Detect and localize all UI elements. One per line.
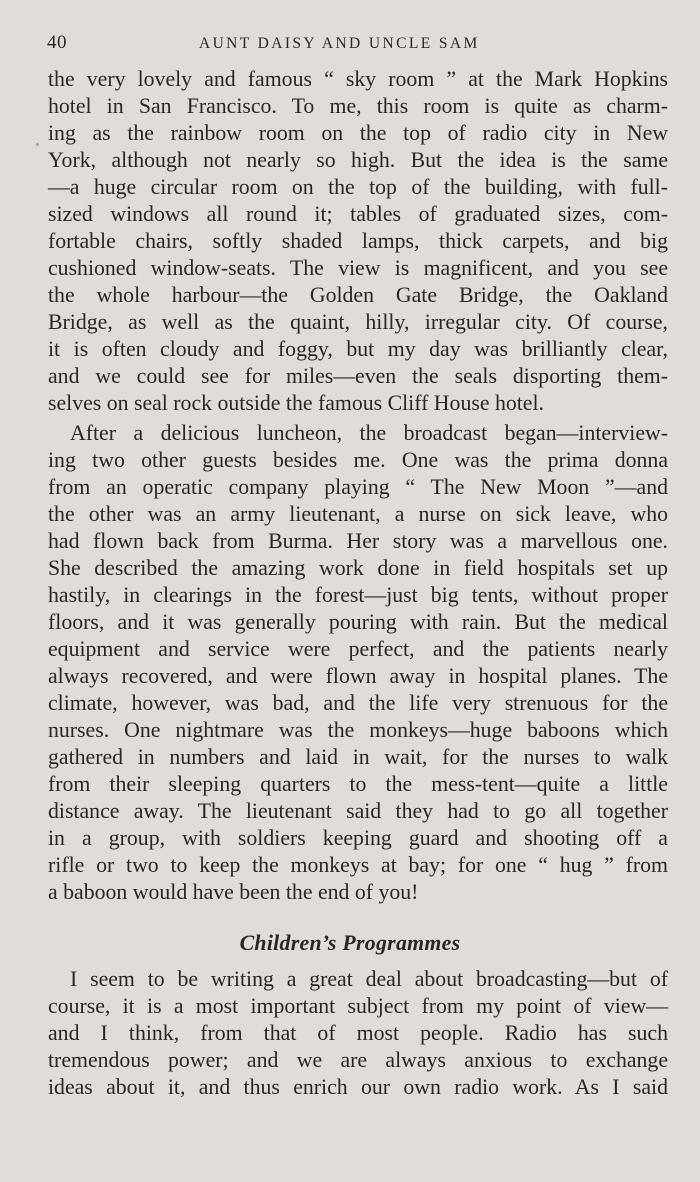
text-line: hotel in San Francisco. To me, this room is quite as charm- xyxy=(48,94,668,118)
text-line: After a delicious luncheon, the broadcast began—interview- xyxy=(70,421,668,445)
text-line: She described the amazing work done in field hospitals set up xyxy=(48,556,668,580)
text-line: fortable chairs, softly shaded lamps, thick carpets, and big xyxy=(48,229,668,253)
text-line: course, it is a most important subject from my point of view— xyxy=(48,994,668,1018)
text-line: I seem to be writing a great deal about broadcasting—but of xyxy=(70,967,668,991)
text-line: in a group, with soldiers keeping guard and shooting off a xyxy=(48,826,668,850)
text-line: the other was an army lieutenant, a nurse on sick leave, who xyxy=(48,502,668,526)
text-line: from their sleeping quarters to the mess-tent—quite a little xyxy=(48,772,668,796)
text-line: distance away. The lieutenant said they had to go all together xyxy=(48,799,668,823)
text-line: cushioned window-seats. The view is magnificent, and you see xyxy=(48,256,668,280)
text-line: it is often cloudy and foggy, but my day was brilliantly clear, xyxy=(48,337,668,361)
text-line: and I think, from that of most people. Radio has such xyxy=(48,1021,668,1045)
text-line: equipment and service were perfect, and the patients nearly xyxy=(48,637,668,661)
page-number: 40 xyxy=(47,32,67,53)
text-line: the very lovely and famous “ sky room ” at the Mark Hopkins xyxy=(48,67,668,91)
text-line: selves on seal rock outside the famous Cliff House hotel. xyxy=(48,391,544,415)
section-heading: Children’s Programmes xyxy=(239,931,461,955)
running-title: AUNT DAISY AND UNCLE SAM xyxy=(199,35,480,52)
text-line: floors, and it was generally pouring with rain. But the medical xyxy=(48,610,668,634)
paper-speck xyxy=(36,143,39,146)
text-line: and we could see for miles—even the seals disporting them- xyxy=(48,364,668,388)
running-header xyxy=(47,32,667,56)
text-line: hastily, in clearings in the forest—just big tents, without proper xyxy=(48,583,668,607)
text-line: ing as the rainbow room on the top of radio city in New xyxy=(48,121,668,145)
text-line: always recovered, and were flown away in hospital planes. The xyxy=(48,664,668,688)
text-line: ideas about it, and thus enrich our own radio work. As I said xyxy=(48,1075,668,1099)
text-line: gathered in numbers and laid in wait, for the nurses to walk xyxy=(48,745,668,769)
text-line: tremendous power; and we are always anxious to exchange xyxy=(48,1048,668,1072)
text-line: sized windows all round it; tables of graduated sizes, com- xyxy=(48,202,668,226)
text-line: had flown back from Burma. Her story was a marvellous one. xyxy=(48,529,668,553)
text-line: a baboon would have been the end of you! xyxy=(48,880,419,904)
text-line: Bridge, as well as the quaint, hilly, irregular city. Of course, xyxy=(48,310,668,334)
text-line: nurses. One nightmare was the monkeys—huge baboons which xyxy=(48,718,668,742)
text-line: rifle or two to keep the monkeys at bay; for one “ hug ” from xyxy=(48,853,668,877)
text-line: —a huge circular room on the top of the building, with full- xyxy=(48,175,668,199)
text-line: York, although not nearly so high. But the idea is the same xyxy=(48,148,668,172)
text-line: the whole harbour—the Golden Gate Bridge, the Oakland xyxy=(48,283,668,307)
text-line: ing two other guests besides me. One was the prima donna xyxy=(48,448,668,472)
text-line: climate, however, was bad, and the life very strenuous for the xyxy=(48,691,668,715)
text-line: from an operatic company playing “ The New Moon ”—and xyxy=(48,475,668,499)
